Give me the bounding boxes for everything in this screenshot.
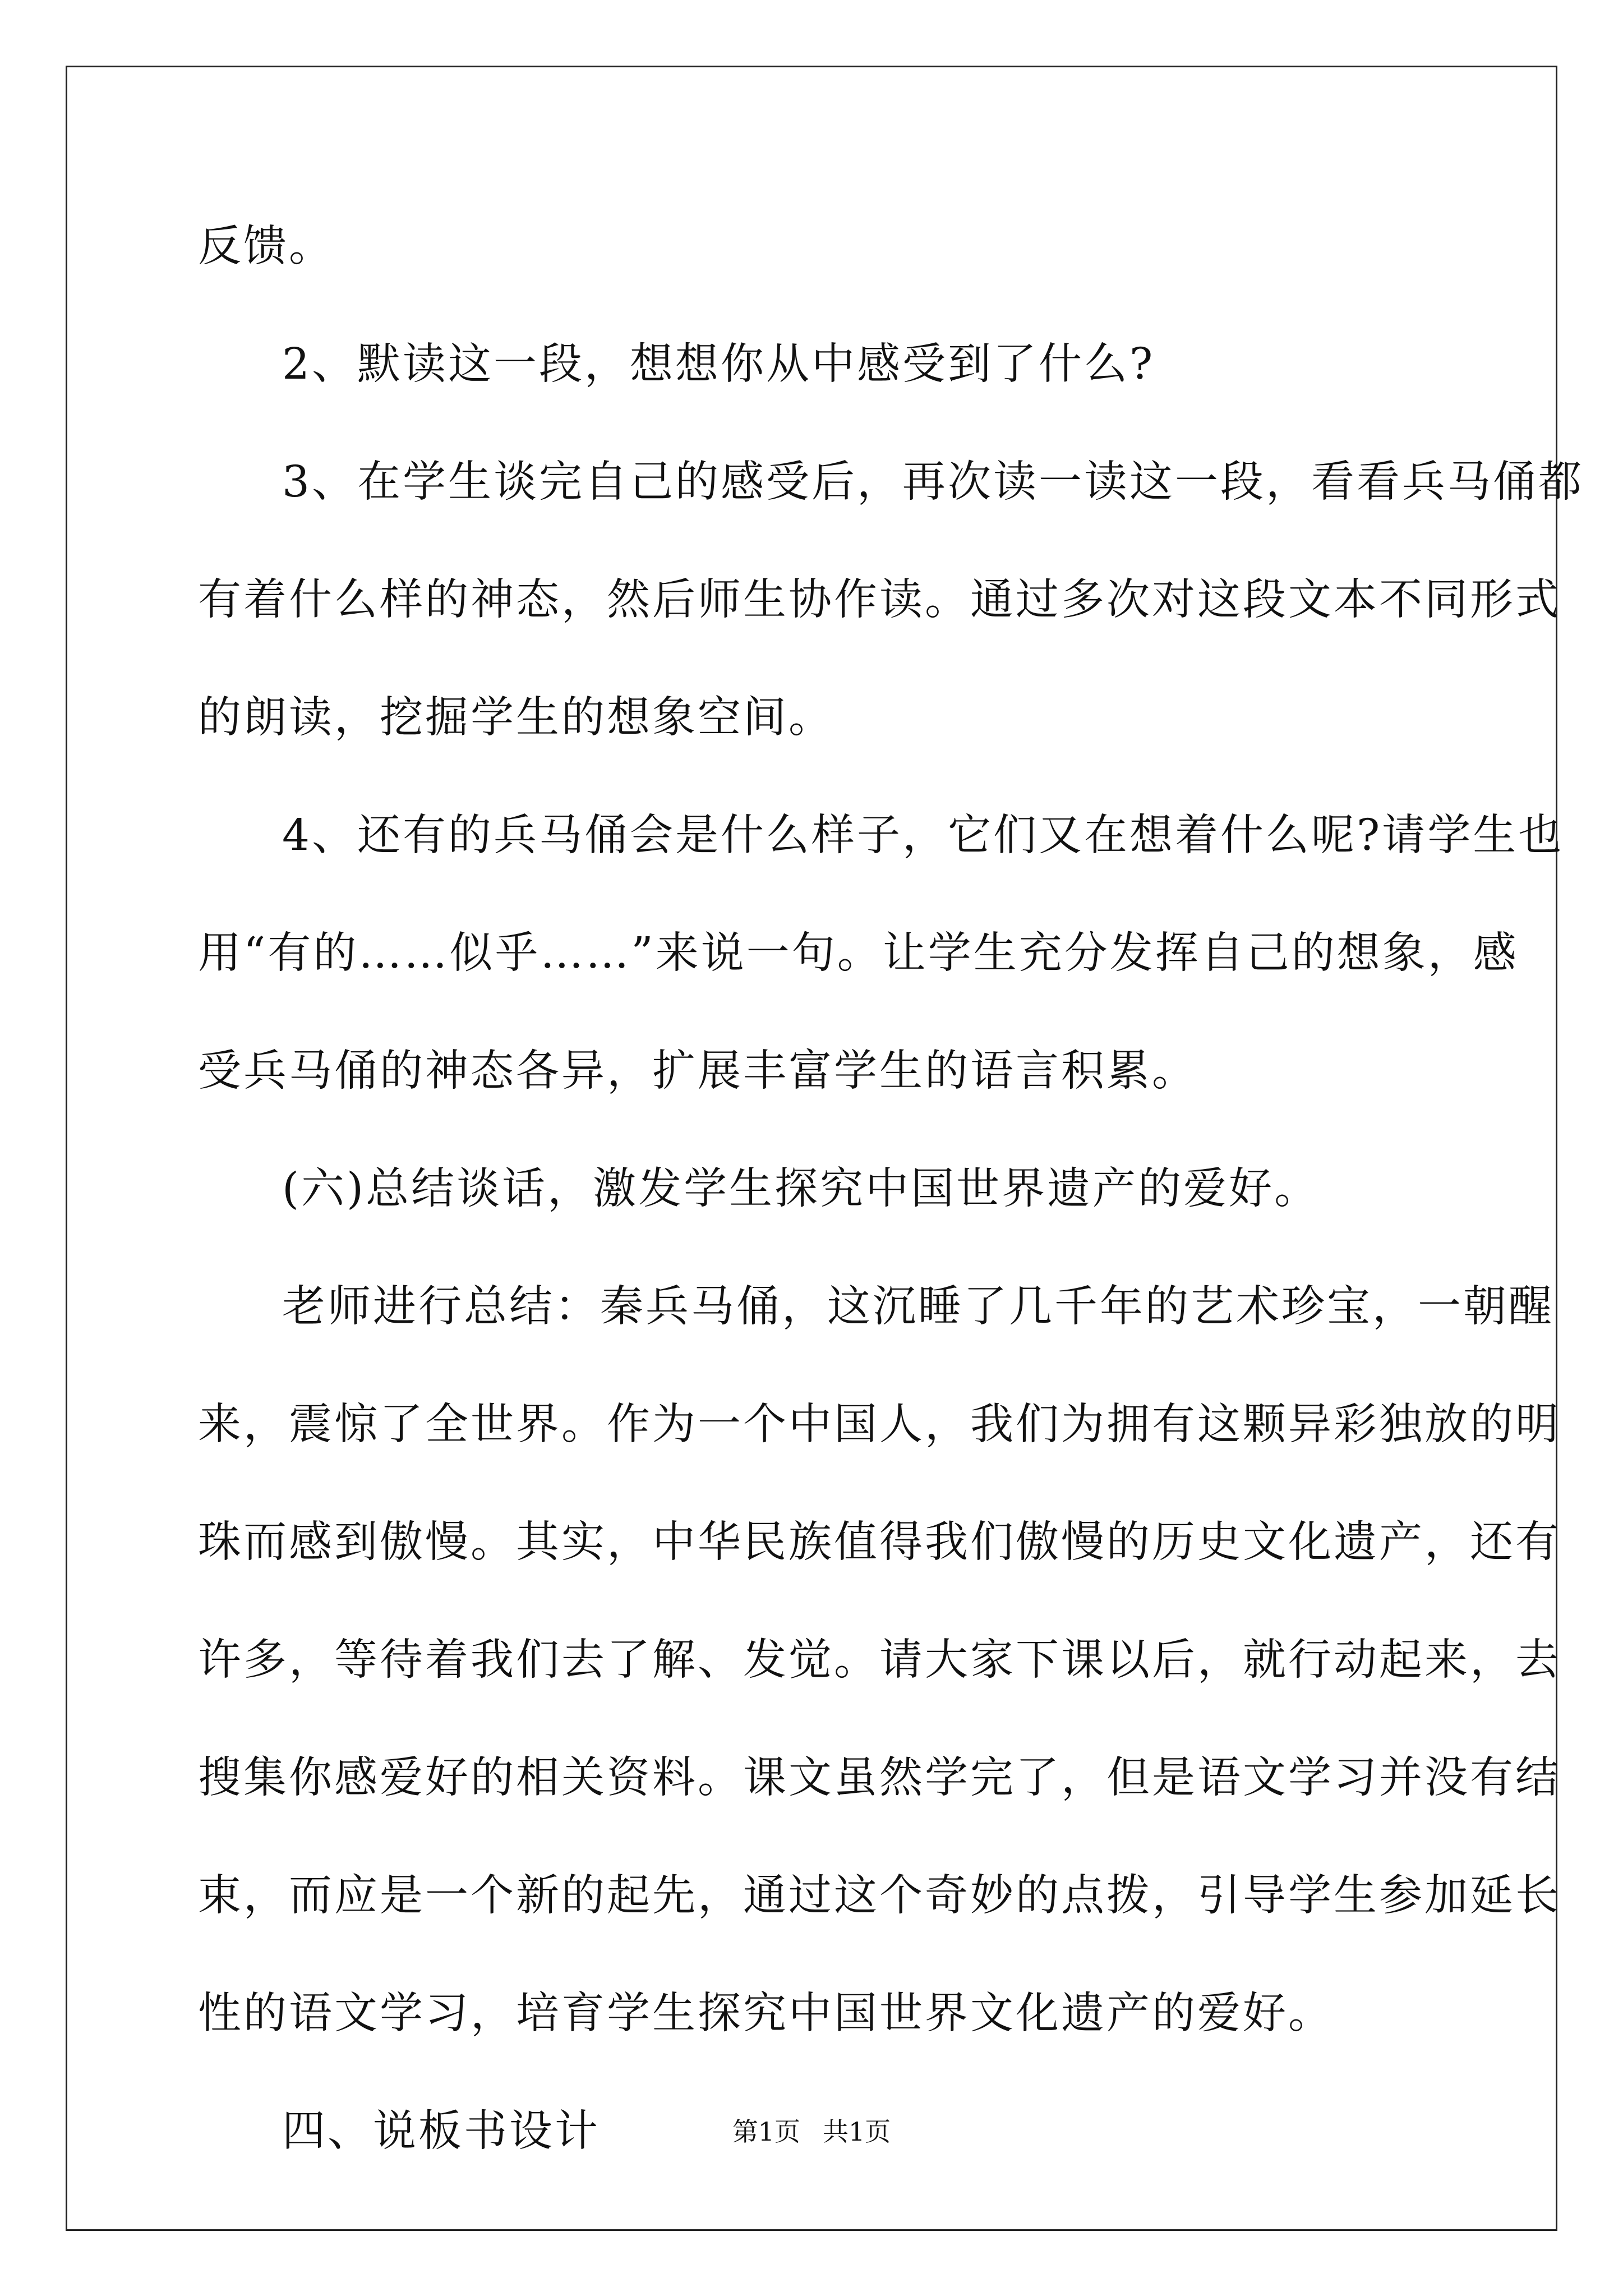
text-line: 受兵马俑的神态各异，扩展丰富学生的语言积累。 bbox=[198, 1046, 1197, 1096]
text-line: 珠而感到傲慢。其实，中华民族值得我们傲慢的历史文化遗产，还有 bbox=[198, 1517, 1561, 1567]
page-number: 第1页 bbox=[732, 2116, 800, 2147]
section-heading: 四、说板书设计 bbox=[282, 2106, 600, 2156]
text-line: 束，而应是一个新的起先，通过这个奇妙的点拨，引导学生参加延长 bbox=[198, 1871, 1561, 1921]
paragraph-line: 老师进行总结：秦兵马俑，这沉睡了几千年的艺术珍宝，一朝醒 bbox=[282, 1282, 1554, 1332]
paragraph-line: 3、在学生谈完自己的感受后，再次读一读这一段，看看兵马俑都 bbox=[282, 457, 1584, 507]
text-line: 搜集你感爱好的相关资料。课文虽然学完了，但是语文学习并没有结 bbox=[198, 1753, 1561, 1803]
page-footer bbox=[0, 2115, 1623, 2148]
text-line: 来，震惊了全世界。作为一个中国人，我们为拥有这颗异彩独放的明 bbox=[198, 1400, 1561, 1450]
section-heading: (六)总结谈话，激发学生探究中国世界遗产的爱好。 bbox=[282, 1164, 1320, 1214]
text-line: 的朗读，挖掘学生的想象空间。 bbox=[198, 693, 834, 743]
text-line: 反馈。 bbox=[198, 222, 334, 272]
paragraph-line: 2、默读这一段，想想你从中感受到了什么? bbox=[282, 339, 1155, 389]
text-line: 许多，等待着我们去了解、发觉。请大家下课以后，就行动起来，去 bbox=[198, 1635, 1561, 1685]
text-line: 性的语文学习，培育学生探究中国世界文化遗产的爱好。 bbox=[198, 1989, 1334, 2039]
text-line: 有着什么样的神态，然后师生协作读。通过多次对这段文本不同形式 bbox=[198, 575, 1561, 625]
text-line: 用“有的……似乎……”来说一句。让学生充分发挥自己的想象，感 bbox=[198, 928, 1519, 978]
page-total: 共1页 bbox=[823, 2116, 891, 2147]
paragraph-line: 4、还有的兵马俑会是什么样子，它们又在想着什么呢?请学生也 bbox=[282, 811, 1564, 861]
